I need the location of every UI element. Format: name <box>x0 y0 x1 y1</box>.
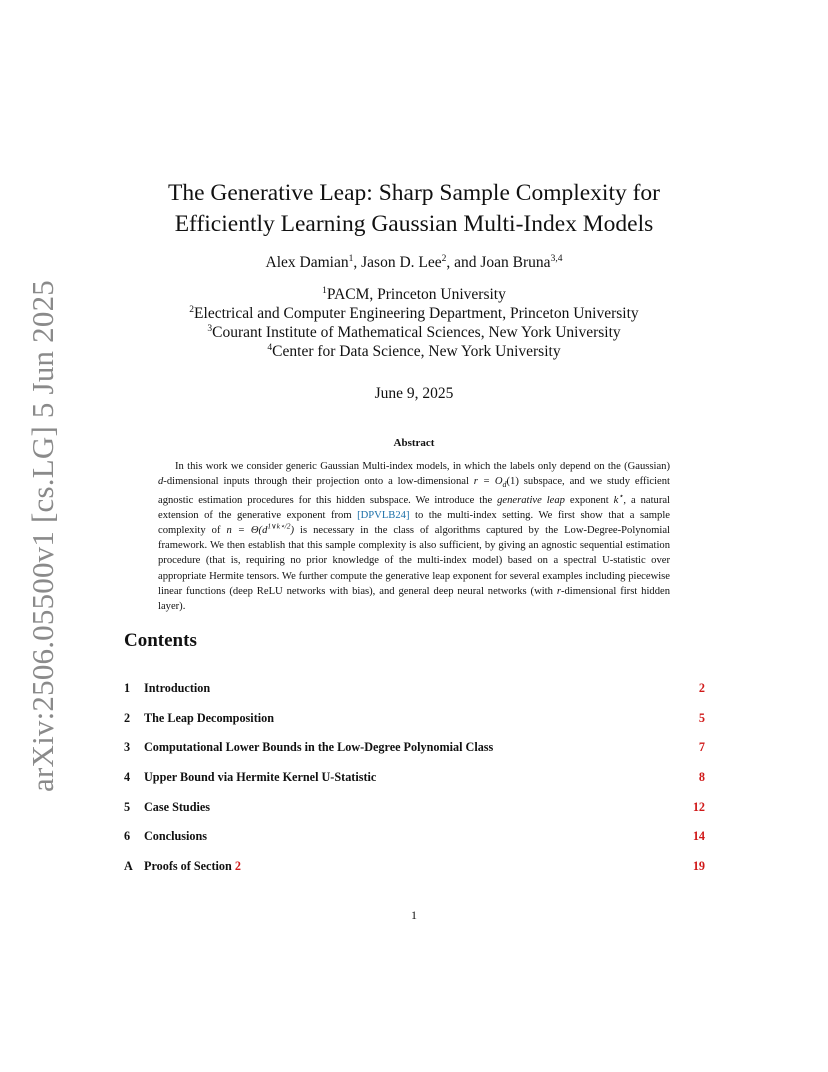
author-affiliation-mark: 3,4 <box>550 253 563 264</box>
toc-entry-case-studies[interactable] <box>124 800 705 830</box>
affiliation-mark: 2 <box>189 304 195 315</box>
toc-entry-leap-decomposition[interactable] <box>124 711 705 741</box>
author-name: Joan Bruna <box>480 254 551 271</box>
affiliation-line <box>0 304 828 323</box>
toc-section-title[interactable]: Introduction <box>144 681 211 695</box>
author-name: Jason D. Lee <box>361 254 442 271</box>
math-symbol: d <box>158 476 164 488</box>
toc-section-number: 6 <box>124 829 131 844</box>
author-list <box>0 254 828 272</box>
toc-page-link[interactable]: 8 <box>698 770 705 785</box>
abstract-heading: Abstract <box>393 437 435 449</box>
paper-title <box>0 178 828 240</box>
affiliation-mark: 1 <box>322 285 327 296</box>
title-line-2: Efficiently Learning Gaussian Multi-Index Models <box>174 211 654 237</box>
author-separator: , and <box>446 254 481 271</box>
emphasized-term: generative leap <box>497 494 565 506</box>
abstract-body: In this work we consider generic Gaussian Multi-index models, in which the labels only depend on the (Gaussian) d-dimensional inputs through their projection onto a low-dimensional $r = O_d(1)$ subspace, and we study efficient agnostic estimation procedures for this hidden subspace. We introduce the generative leap exponent k⋆, a natural extension of the generative exponent from [DPVLB24] to the multi-index setting. We first show that a sample complexity of $n = \Theta(d^{1\vee k⋆/2})$ is necessary in the class of algorithms captured by the Low-Degree-Polynomial framework. We then establish that this sample complexity is also sufficient, by giving an agnostic sequential estimation procedure (that is, requiring no prior knowledge of the multi-index model) based on a spectral U-statistic over appropriate Hermite tensors. We further compute the generative leap exponent for several examples including piecewise linear functions (deep ReLU networks with bias), and general deep neural networks (with r-dimensional first hidden layer). <box>158 461 670 612</box>
title-line-1: The Generative Leap: Sharp Sample Complexity for <box>167 180 661 206</box>
author-name: Alex Damian <box>265 254 349 271</box>
affiliation-list <box>0 285 828 361</box>
toc-section-number: 3 <box>124 740 131 755</box>
toc-page-link[interactable]: 2 <box>698 681 705 695</box>
toc-page-link[interactable]: 12 <box>692 799 705 814</box>
math-expression: $n = \Theta(d^{1\vee k⋆/2})$ <box>226 521 295 536</box>
toc-section-title[interactable]: Conclusions <box>144 829 207 844</box>
affiliation-text: Center for Data Science, New York University <box>272 343 561 360</box>
arxiv-identifier-stamp: arXiv:2506.05500v1 [cs.LG] 5 Jun 2025 <box>25 280 60 792</box>
toc-section-number: 5 <box>124 799 131 814</box>
toc-section-number: 2 <box>124 710 131 725</box>
toc-entry-upper-bound[interactable] <box>124 770 705 800</box>
toc-page-link[interactable]: 19 <box>692 859 705 874</box>
toc-section-number: A <box>124 859 133 874</box>
page-number: 1 <box>411 908 417 922</box>
toc-section-number: 1 <box>124 681 131 695</box>
toc-section-title[interactable]: Computational Lower Bounds in the Low-Degree Polynomial Class <box>144 740 494 755</box>
toc-entry-conclusions[interactable] <box>124 829 705 859</box>
toc-entry-lower-bounds[interactable] <box>124 740 705 770</box>
affiliation-mark: 3 <box>207 323 213 334</box>
toc-section-number: 4 <box>124 770 131 785</box>
affiliation-text: Electrical and Computer Engineering Department, Princeton University <box>194 305 639 322</box>
contents-heading: Contents <box>124 630 197 651</box>
math-symbol: r <box>556 585 561 597</box>
toc-entry-introduction[interactable] <box>124 681 705 711</box>
math-symbol: k⋆ <box>613 490 624 506</box>
author-separator: , <box>353 254 362 271</box>
citation-link[interactable]: [DPVLB24] <box>357 509 410 521</box>
affiliation-line <box>0 323 828 342</box>
math-expression: $r = O_d(1)$ <box>473 476 519 490</box>
affiliation-line <box>0 285 828 304</box>
toc-page-link[interactable]: 5 <box>698 710 705 725</box>
publication-date: June 9, 2025 <box>374 385 454 402</box>
toc-section-title[interactable]: Case Studies <box>144 799 211 814</box>
author-affiliation-mark: 2 <box>441 253 447 264</box>
toc-page-link[interactable]: 14 <box>692 829 705 844</box>
section-ref-link[interactable]: 2 <box>234 859 241 874</box>
toc-section-title[interactable]: Proofs of Section 2 <box>144 859 241 874</box>
toc-page-link[interactable]: 7 <box>698 740 705 755</box>
toc-section-title[interactable]: Upper Bound via Hermite Kernel U-Statistic <box>144 770 377 785</box>
toc-entry-appendix-a[interactable] <box>124 859 705 889</box>
toc-section-title[interactable]: The Leap Decomposition <box>144 710 275 725</box>
author-affiliation-mark: 1 <box>348 253 354 264</box>
table-of-contents <box>124 681 705 889</box>
affiliation-mark: 4 <box>267 342 273 353</box>
affiliation-text: PACM, Princeton University <box>326 286 506 303</box>
affiliation-line <box>0 342 828 361</box>
affiliation-text: Courant Institute of Mathematical Sciences, New York University <box>212 324 621 341</box>
